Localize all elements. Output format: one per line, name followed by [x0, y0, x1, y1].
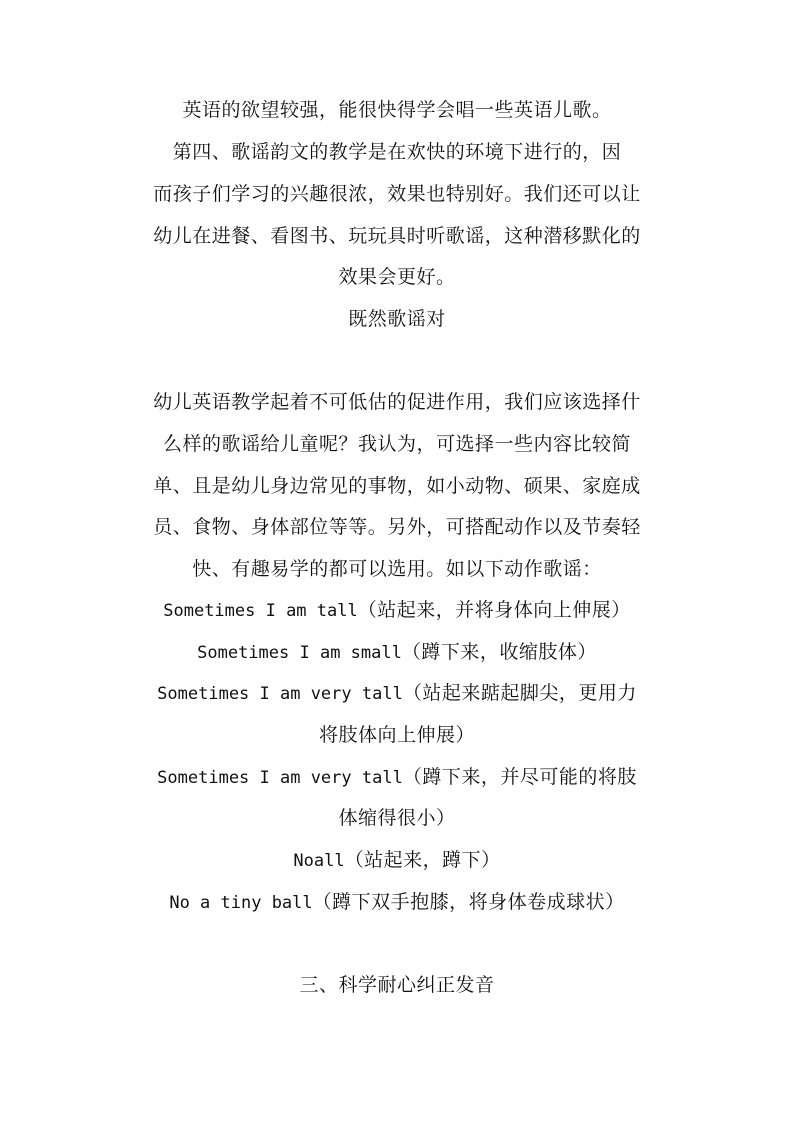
song-english: Sometimes I am small	[197, 643, 402, 663]
song-action: （蹲下双手抱膝，将身体卷成球状）	[312, 891, 625, 913]
song-action: （站起来踮起脚尖，更用力	[402, 682, 637, 704]
song-action: （蹲下来，并尽可能的将肢	[402, 766, 637, 788]
line-text: 么样的歌谣给儿童呢？我认为，可选择一些内容比较简	[162, 433, 631, 455]
paragraph-line-3	[0, 181, 794, 207]
line-text: 单、且是幼儿身边常见的事物，如小动物、硕果、家庭成	[153, 475, 641, 497]
line-text: 而孩子们学习的兴趣很浓，效果也特别好。我们还可以让	[153, 183, 641, 205]
song-action: 体缩得很小）	[338, 807, 456, 829]
line-text: 英语的欲望较强，能很快得学会唱一些英语儿歌。	[182, 99, 612, 121]
section-heading-text: 三、科学耐心纠正发音	[299, 974, 495, 996]
line-text: 员、食物、身体部位等等。另外，可搭配动作以及节奏轻	[153, 516, 641, 538]
paragraph-line-7	[0, 389, 794, 415]
paragraph-line-9	[0, 473, 794, 499]
song-line-3-continued	[0, 722, 794, 749]
song-line-3	[0, 680, 794, 707]
paragraph-line-4	[0, 223, 794, 249]
song-line-4-continued	[0, 805, 794, 832]
song-english: Sometimes I am tall	[163, 601, 358, 621]
line-text: 幼儿英语教学起着不可低估的促进作用，我们应该选择什	[153, 391, 641, 413]
line-text: 快、有趣易学的都可以选用。如以下动作歌谣：	[192, 558, 602, 580]
line-text: 既然歌谣对	[348, 308, 446, 330]
paragraph-line-2	[0, 139, 794, 165]
line-text: 幼儿在进餐、看图书、玩玩具时听歌谣，这种潜移默化的	[153, 225, 641, 247]
paragraph-line-6	[0, 306, 794, 332]
line-text: 第四、歌谣韵文的教学是在欢快的环境下进行的，因	[172, 141, 622, 163]
song-english: Sometimes I am very tall	[157, 768, 403, 788]
section-heading	[0, 972, 794, 998]
paragraph-line-10	[0, 514, 794, 540]
song-line-2	[0, 639, 794, 666]
song-action: （站起来，并将身体向上伸展）	[357, 599, 631, 621]
song-line-5	[0, 847, 794, 874]
paragraph-line-5	[0, 264, 794, 290]
song-line-4	[0, 764, 794, 791]
song-english: Sometimes I am very tall	[157, 684, 403, 704]
song-english: No a tiny ball	[169, 893, 313, 913]
song-action: （站起来，蹲下）	[344, 849, 501, 871]
paragraph-line-8	[0, 431, 794, 457]
song-action: 将肢体向上伸展）	[318, 724, 475, 746]
song-english: Noall	[293, 851, 345, 871]
line-text: 效果会更好。	[338, 266, 456, 288]
song-line-6	[0, 889, 794, 916]
paragraph-line-11	[0, 556, 794, 582]
paragraph-line-1	[0, 97, 794, 123]
song-action: （蹲下来，收缩肢体）	[401, 641, 597, 663]
song-line-1	[0, 597, 794, 624]
